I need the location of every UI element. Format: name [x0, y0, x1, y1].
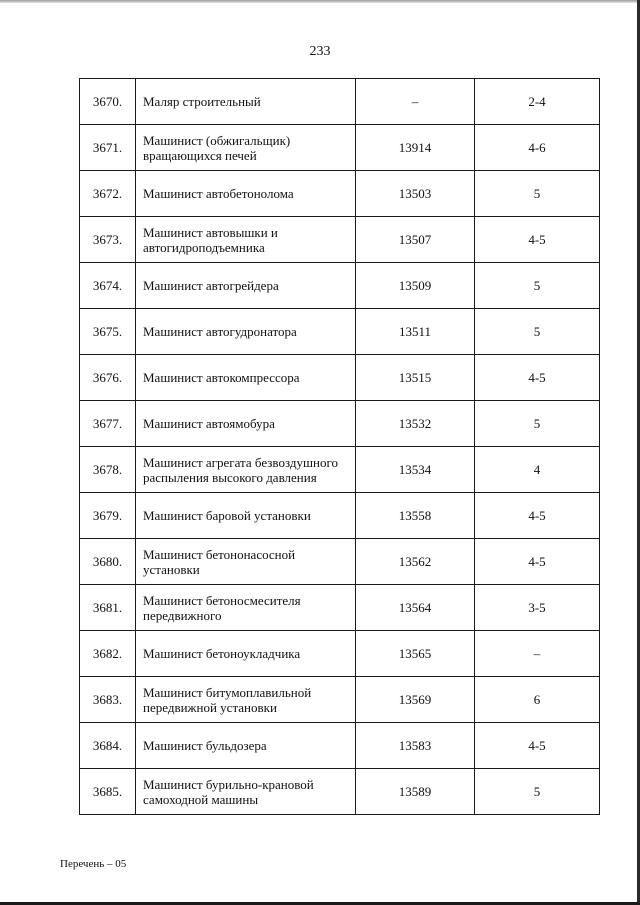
profession-code-cell: 13565 [356, 631, 475, 677]
profession-name-cell: Машинист автокомпрессора [136, 355, 356, 401]
profession-name-cell: Машинист автогрейдера [136, 263, 356, 309]
table-row [80, 631, 600, 677]
profession-code-cell: 13515 [356, 355, 475, 401]
profession-code-cell: 13511 [356, 309, 475, 355]
profession-code-cell: 13503 [356, 171, 475, 217]
profession-code-cell: 13532 [356, 401, 475, 447]
footer-label: Перечень – 05 [60, 858, 127, 870]
row-number-cell: 3682. [80, 631, 136, 677]
profession-name-cell: Машинист автовышки и автогидроподъемника [136, 217, 356, 263]
profession-code-cell: 13583 [356, 723, 475, 769]
scan-edge-top [0, 0, 640, 3]
row-number-cell: 3674. [80, 263, 136, 309]
grade-range-cell: 4-5 [475, 723, 600, 769]
table-row [80, 263, 600, 309]
row-number-cell: 3677. [80, 401, 136, 447]
grade-range-cell: 5 [475, 263, 600, 309]
grade-range-cell: 4-5 [475, 493, 600, 539]
table-row [80, 493, 600, 539]
table-row [80, 217, 600, 263]
row-number-cell: 3671. [80, 125, 136, 171]
row-number-cell: 3678. [80, 447, 136, 493]
profession-name-cell: Машинист бетоноукладчика [136, 631, 356, 677]
profession-name-cell: Машинист (обжигальщик) вращающихся печей [136, 125, 356, 171]
row-number-cell: 3680. [80, 539, 136, 585]
table-row [80, 585, 600, 631]
grade-range-cell: 6 [475, 677, 600, 723]
row-number-cell: 3676. [80, 355, 136, 401]
grade-range-cell: 5 [475, 309, 600, 355]
table-row [80, 447, 600, 493]
profession-code-cell: 13558 [356, 493, 475, 539]
row-number-cell: 3670. [80, 79, 136, 125]
profession-name-cell: Машинист автоямобура [136, 401, 356, 447]
grade-range-cell: 5 [475, 769, 600, 815]
table-row [80, 539, 600, 585]
profession-name-cell: Машинист бульдозера [136, 723, 356, 769]
row-number-cell: 3683. [80, 677, 136, 723]
grade-range-cell: 4-5 [475, 217, 600, 263]
profession-code-cell: 13569 [356, 677, 475, 723]
grade-range-cell: 4 [475, 447, 600, 493]
row-number-cell: 3684. [80, 723, 136, 769]
page-number: 233 [309, 44, 331, 59]
profession-code-cell: 13914 [356, 125, 475, 171]
profession-code-cell: – [356, 79, 475, 125]
table-row [80, 769, 600, 815]
profession-name-cell: Машинист баровой установки [136, 493, 356, 539]
row-number-cell: 3675. [80, 309, 136, 355]
profession-code-cell: 13507 [356, 217, 475, 263]
profession-name-cell: Маляр строительный [136, 79, 356, 125]
profession-name-cell: Машинист агрегата безвоздушного распыления высокого давления [136, 447, 356, 493]
row-number-cell: 3672. [80, 171, 136, 217]
table-row [80, 125, 600, 171]
profession-code-cell: 13564 [356, 585, 475, 631]
grade-range-cell: – [475, 631, 600, 677]
profession-name-cell: Машинист автобетонолома [136, 171, 356, 217]
table-row [80, 309, 600, 355]
grade-range-cell: 4-5 [475, 539, 600, 585]
profession-code-cell: 13509 [356, 263, 475, 309]
table-row [80, 355, 600, 401]
row-number-cell: 3685. [80, 769, 136, 815]
profession-code-cell: 13589 [356, 769, 475, 815]
profession-name-cell: Машинист битумоплавильной передвижной установки [136, 677, 356, 723]
profession-name-cell: Машинист бетононасосной установки [136, 539, 356, 585]
profession-code-cell: 13534 [356, 447, 475, 493]
grade-range-cell: 4-5 [475, 355, 600, 401]
grade-range-cell: 3-5 [475, 585, 600, 631]
profession-name-cell: Машинист автогудронатора [136, 309, 356, 355]
table-row [80, 723, 600, 769]
table-row [80, 171, 600, 217]
row-number-cell: 3679. [80, 493, 136, 539]
grade-range-cell: 4-6 [475, 125, 600, 171]
row-number-cell: 3681. [80, 585, 136, 631]
grade-range-cell: 5 [475, 401, 600, 447]
table-row [80, 677, 600, 723]
profession-table [79, 78, 600, 815]
table-row [80, 401, 600, 447]
profession-name-cell: Машинист бурильно-крановой самоходной машины [136, 769, 356, 815]
grade-range-cell: 5 [475, 171, 600, 217]
table-row [80, 79, 600, 125]
table-body [80, 79, 600, 815]
grade-range-cell: 2-4 [475, 79, 600, 125]
profession-name-cell: Машинист бетоносмесителя передвижного [136, 585, 356, 631]
row-number-cell: 3673. [80, 217, 136, 263]
profession-code-cell: 13562 [356, 539, 475, 585]
